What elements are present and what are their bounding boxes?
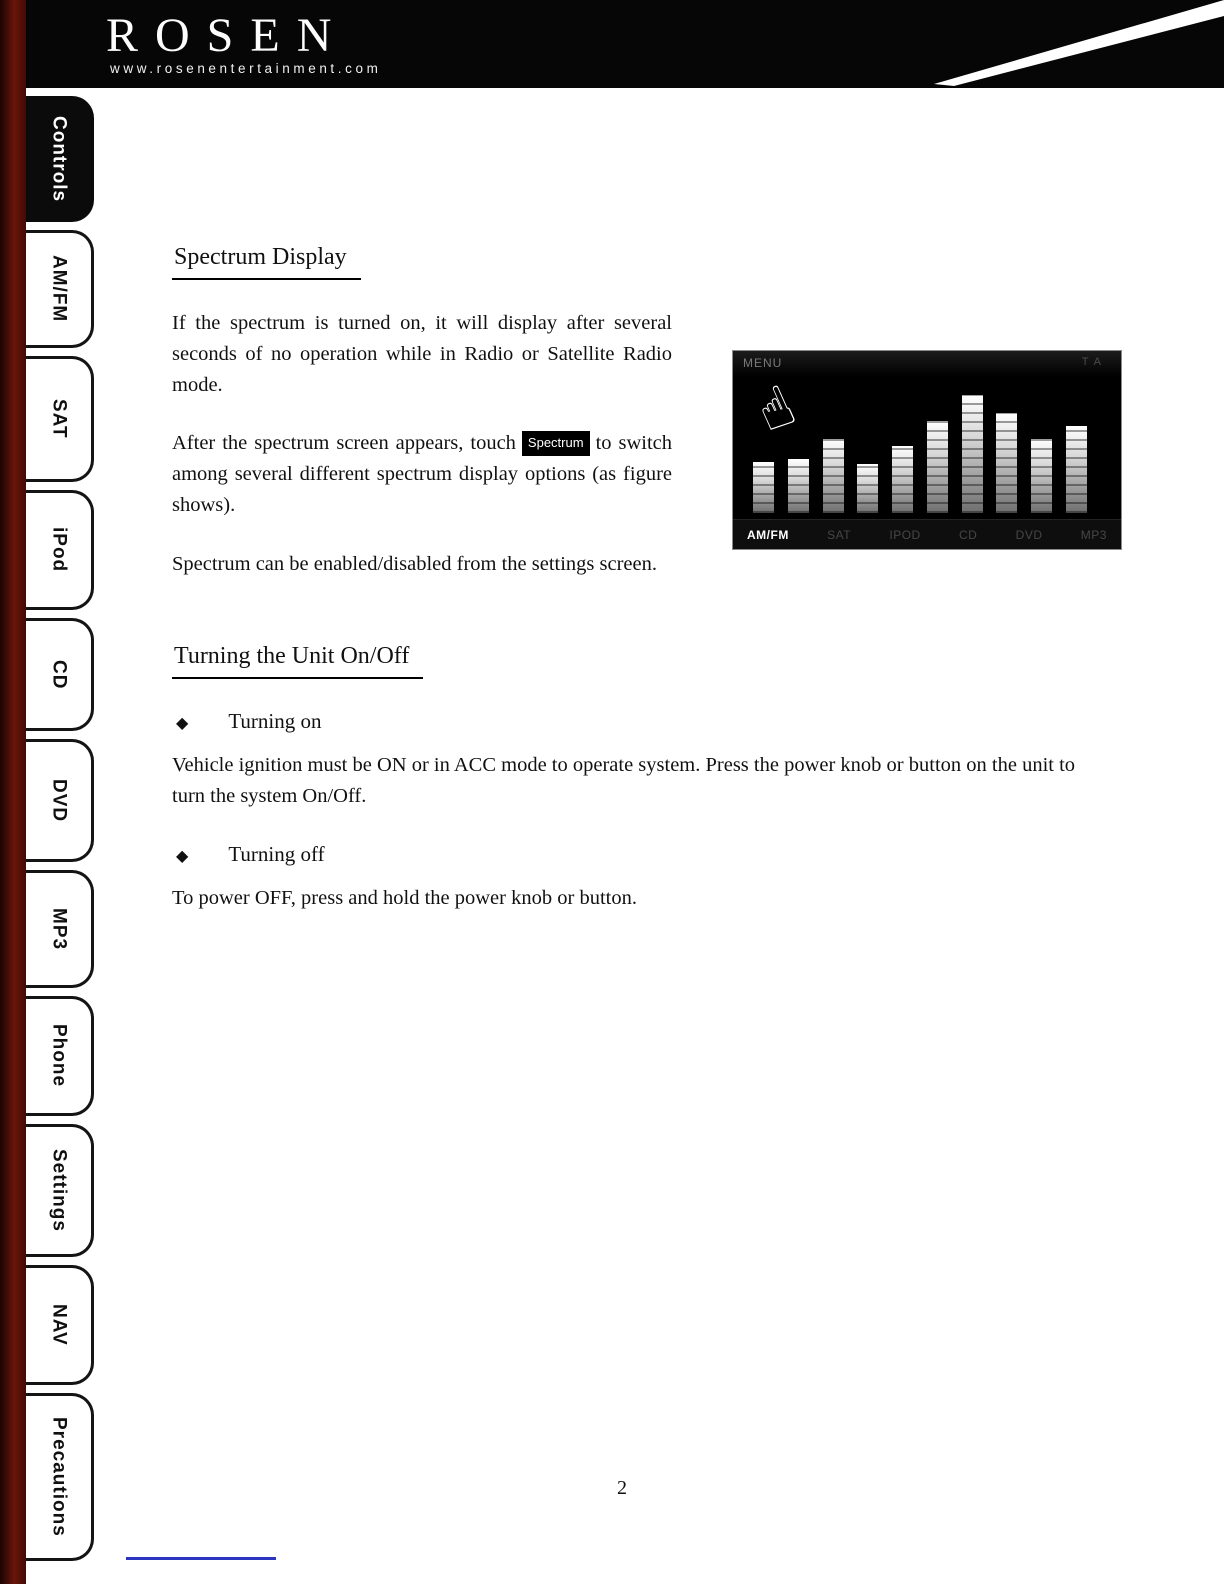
tab-dvd (26, 739, 94, 862)
bullet-turning-on (176, 709, 1102, 734)
diamond-bullet-icon: ◆ (176, 715, 189, 733)
diamond-bullet-icon: ◆ (176, 847, 189, 865)
tab-mp3-label: MP3 (48, 907, 70, 951)
tab-controls (26, 96, 94, 222)
spectrum-screen-figure (732, 350, 1122, 550)
footer-blue-line (126, 1557, 276, 1560)
tab-controls-label: Controls (48, 115, 70, 203)
tab-settings (26, 1124, 94, 1257)
mode-label-mp3: MP3 (1080, 527, 1107, 542)
spectrum-bar (788, 459, 809, 513)
mode-label-dvd: DVD (1015, 527, 1043, 542)
mode-label-cd: CD (959, 527, 978, 542)
bullet-turning-off-label: Turning off (228, 841, 325, 866)
page-number: 2 (617, 1477, 627, 1499)
tab-precautions (26, 1393, 94, 1561)
screen-menu-label: MENU (743, 356, 783, 370)
spectrum-bar (857, 464, 878, 513)
tab-precautions-label: Precautions (48, 1417, 70, 1537)
tab-ipod (26, 490, 94, 610)
screen-topright-label: TA (1081, 356, 1107, 368)
spectrum-bar (1031, 439, 1052, 513)
spectrum-bar (927, 421, 948, 513)
header-bar (0, 0, 1224, 88)
page-edge-strip (0, 0, 26, 1584)
spectrum-bar (996, 413, 1017, 513)
tab-sat (26, 356, 94, 482)
mode-label-ipod: IPOD (889, 527, 921, 542)
bullet-turning-off (176, 842, 1102, 867)
tab-ipod-label: iPod (48, 527, 70, 573)
spectrum-button-badge: Spectrum (522, 431, 590, 456)
paragraph-spectrum-3: Spectrum can be enabled/disabled from the settings screen. (172, 552, 658, 575)
paragraph-spectrum-2-after: to switch among several different spectrum display options (as figure shows). (172, 432, 673, 516)
spectrum-bars (753, 385, 1087, 513)
header-url: www.rosenentertainment.com (110, 61, 382, 76)
section-title-turning-unit: Turning the Unit On/Off (172, 643, 423, 679)
section-turning-unit (172, 643, 1102, 913)
paragraph-spectrum-2 (172, 428, 672, 520)
tab-cd (26, 618, 94, 731)
main-content (172, 244, 1107, 914)
paragraph-spectrum-1: If the spectrum is turned on, it will display after several seconds of no operation while in Radio or Satellite Radio mode. (172, 312, 672, 396)
paragraph-turning-off: To power OFF, press and hold the power knob or button. (172, 886, 637, 909)
screen-top-strip (733, 351, 1121, 377)
spectrum-bar (892, 446, 913, 513)
paragraph-spectrum-2-before: After the spectrum screen appears, touch (172, 432, 516, 455)
paragraph-turning-on: Vehicle ignition must be ON or in ACC mode to operate system. Press the power knob or button on the unit to turn the system On/Off. (172, 754, 1076, 807)
tab-mp3 (26, 870, 94, 988)
hand-pointer-icon: ☝ (747, 372, 805, 447)
spectrum-bar (823, 439, 844, 513)
mode-label-sat: SAT (827, 527, 852, 542)
spectrum-bar (962, 395, 983, 513)
spectrum-bar (753, 462, 774, 513)
figure-mode-labels (733, 519, 1121, 549)
rosen-logo: ROSEN (106, 9, 349, 62)
tab-amfm-label: AM/FM (48, 255, 70, 323)
tab-nav (26, 1265, 94, 1385)
tab-settings-label: Settings (48, 1149, 70, 1232)
spectrum-bar (1066, 426, 1087, 513)
tab-sat-label: SAT (48, 399, 70, 439)
tab-phone (26, 996, 94, 1116)
tab-dvd-label: DVD (48, 778, 70, 823)
tab-phone-label: Phone (48, 1024, 70, 1088)
tab-amfm (26, 230, 94, 348)
tab-nav-label: NAV (48, 1304, 70, 1346)
mode-label-amfm: AM/FM (747, 527, 789, 542)
section-title-spectrum-display: Spectrum Display (172, 244, 361, 280)
swoosh-decoration (924, 0, 1224, 88)
bullet-turning-on-label: Turning on (228, 709, 322, 734)
tab-cd-label: CD (48, 659, 70, 690)
side-tab-column (26, 96, 98, 1569)
